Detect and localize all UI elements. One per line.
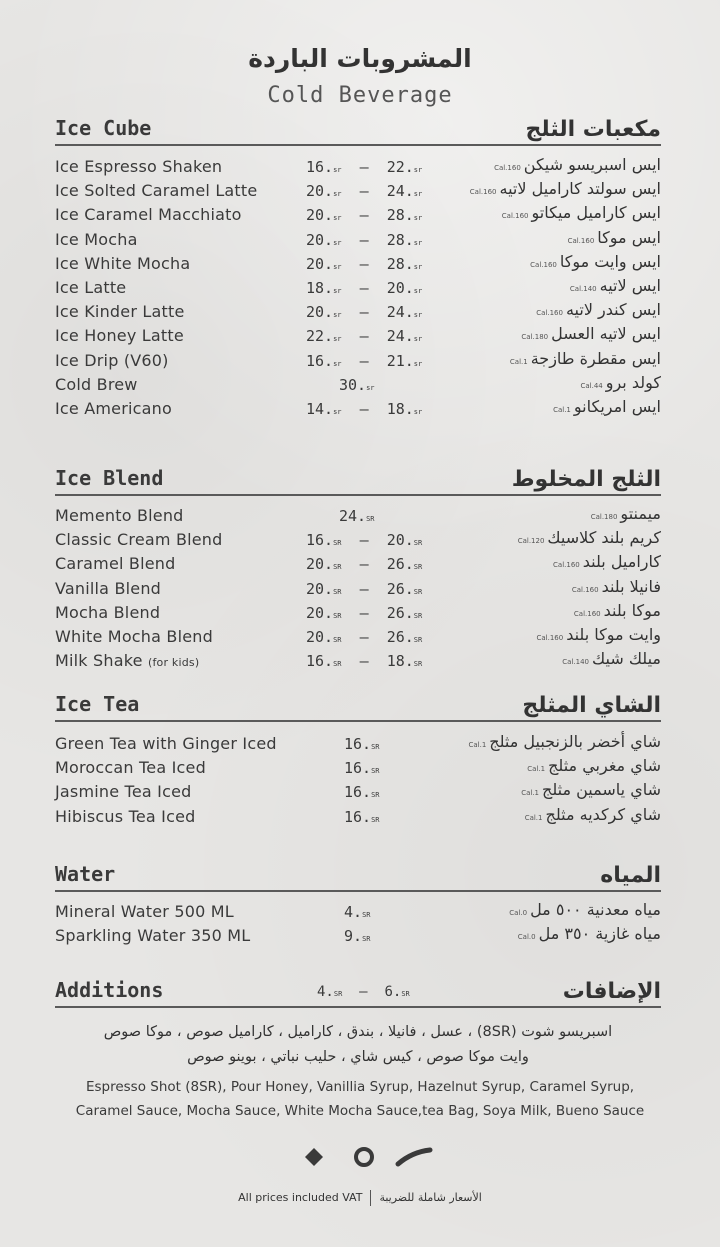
calorie-label: Cal.120: [517, 537, 545, 546]
calorie-label: Cal.0: [509, 909, 528, 917]
item-name-english: White Mocha Blend: [55, 626, 213, 646]
calorie-label: Cal.140: [569, 284, 597, 293]
calorie-label: Cal.160: [530, 260, 557, 269]
section-header-water: [55, 856, 661, 892]
item-name-arabic: كاراميل بلندCal.160: [553, 552, 661, 572]
section-title-english: Ice Blend: [55, 466, 164, 490]
calorie-label: Cal.1: [521, 789, 539, 798]
calorie-label: Cal.160: [536, 633, 564, 642]
item-name-english: Classic Cream Blend: [55, 530, 223, 550]
calorie-label: Cal.160: [501, 212, 529, 221]
item-price: 16.sr – 21.sr: [306, 351, 423, 370]
calorie-label: Cal.1: [509, 357, 528, 366]
item-name-english: Ice Latte: [55, 277, 127, 297]
calorie-label: Cal.180: [521, 333, 549, 342]
menu-item-row: [55, 625, 661, 649]
item-name-arabic: موكا بلندCal.160: [573, 600, 661, 620]
item-price: 16.sr – 22.sr: [306, 158, 423, 176]
divider: [370, 1190, 371, 1206]
calorie-label: Cal.160: [536, 309, 563, 318]
section-header-ice-tea: [55, 686, 661, 722]
calorie-label: Cal.1: [527, 765, 546, 774]
calorie-label: Cal.140: [562, 658, 590, 667]
item-price: 20.sr – 28.sr: [306, 254, 423, 273]
item-name-arabic: ميمنتوCal.180: [590, 504, 661, 523]
item-name-arabic: شاي أخضر بالزنجبيل مثلجCal.1: [468, 732, 661, 751]
calorie-label: Cal.1: [553, 405, 571, 414]
item-name-arabic: ايس اسبريسو شيكنCal.160: [494, 155, 661, 174]
menu-item-row: [55, 732, 661, 756]
item-name-arabic: ايس موكاCal.160: [567, 227, 661, 247]
item-name-arabic: كولد بروCal.44: [580, 372, 661, 392]
additions-list-arabic: [45, 1020, 671, 1070]
calorie-label: Cal.160: [494, 164, 521, 172]
item-name-english: Caramel Blend: [55, 554, 176, 574]
menu-item-row: [55, 397, 661, 421]
vat-notice-english: All prices included VAT: [238, 1191, 363, 1204]
item-name-arabic: ايس وايت موكاCal.160: [530, 251, 661, 271]
brand-logo: [300, 1140, 435, 1174]
page-title-english: Cold Beverage: [267, 83, 453, 108]
page-title-arabic: المشروبات الباردة: [248, 44, 472, 73]
menu-item-row: [55, 203, 661, 227]
section-title-english: Ice Tea: [55, 692, 140, 716]
item-name-arabic: شاي ياسمين مثلجCal.1: [521, 780, 661, 800]
item-name-arabic: ايس مقطرة طازجةCal.1: [509, 348, 661, 368]
item-name-english: Ice Americano: [55, 398, 172, 418]
additions-list-english: [40, 1075, 680, 1123]
additions-price-range: 4.SR – 6.SR: [317, 984, 410, 1000]
item-name-english: Ice Kinder Latte: [55, 302, 185, 322]
item-price: 20.sr – 24.sr: [306, 303, 423, 322]
calorie-label: Cal.1: [468, 741, 487, 749]
item-name-english: Green Tea with Ginger Iced: [55, 734, 277, 753]
menu-item-row: [55, 577, 661, 601]
additions-arabic-line: اسبريسو شوت (8SR) ، عسل ، فانيلا ، بندق ، كاراميل ، كاراميل صوص ، موكا صوص: [103, 1024, 613, 1040]
item-price: 24.SR: [339, 507, 375, 525]
item-price: 16.SR: [344, 735, 380, 753]
menu-item-row: [55, 324, 661, 348]
calorie-label: Cal.160: [571, 585, 599, 594]
item-price: 16.SR: [344, 783, 380, 802]
item-name-english: Hibiscus Tea Iced: [55, 806, 196, 826]
item-price: 20.sr – 28.sr: [306, 230, 423, 249]
menu-item-row: [55, 349, 661, 373]
section-title-english: Water: [55, 862, 116, 886]
item-name-english: Sparkling Water 350 ML: [55, 926, 251, 946]
item-name-english: Ice Caramel Macchiato: [55, 205, 242, 225]
item-name-arabic: مياه معدنية ٥٠٠ ملCal.0: [509, 900, 661, 919]
section-title-arabic: مكعبات الثلج: [525, 117, 661, 142]
item-price: 16.SR: [344, 759, 380, 778]
item-price: 20.SR – 26.SR: [306, 627, 423, 646]
item-name-arabic: ايس سولتد كاراميل لاتيهCal.160: [469, 179, 661, 199]
section-header-ice-blend: [55, 460, 661, 496]
item-price: 20.sr – 24.sr: [306, 182, 423, 201]
item-name-english: Cold Brew: [55, 374, 138, 394]
item-name-english: Mocha Blend: [55, 602, 161, 622]
ring-logo-mark: [356, 1149, 372, 1165]
item-name-english: Milk Shake (for kids): [55, 651, 200, 671]
menu-item-row: [55, 276, 661, 300]
item-price: 16.SR: [344, 807, 380, 826]
item-price: 20.SR – 26.SR: [306, 555, 423, 574]
vat-notice-arabic: الأسعار شاملة للضريبة: [379, 1191, 482, 1204]
calorie-label: Cal.0: [517, 933, 536, 942]
additions-arabic-line: وايت موكا صوص ، كيس شاي ، حليب نباتي ، بوينو صوص: [187, 1049, 529, 1065]
menu-item-row: [55, 300, 661, 324]
menu-item-row: [55, 552, 661, 576]
calorie-label: Cal.160: [567, 236, 595, 245]
item-name-english: Ice White Mocha: [55, 253, 191, 273]
item-name-arabic: ايس كندر لاتيهCal.160: [536, 300, 661, 320]
item-name-arabic: وايت موكا بلندCal.160: [536, 624, 661, 644]
additions-english-line: Caramel Sauce, Mocha Sauce, White Mocha Sauce,tea Bag, Soya Milk, Bueno Sauce: [75, 1103, 645, 1119]
item-name-english: Moroccan Tea Iced: [55, 758, 206, 778]
menu-item-row: [55, 805, 661, 829]
diamond-logo-mark: [305, 1148, 323, 1166]
item-name-english: Vanilla Blend: [55, 578, 162, 598]
menu-item-row: [55, 155, 661, 179]
item-name-english: Ice Drip (V60): [55, 350, 169, 370]
item-name-english: Jasmine Tea Iced: [55, 782, 192, 802]
item-price: 16.SR – 20.SR: [306, 531, 423, 550]
calorie-label: Cal.160: [573, 609, 601, 618]
section-title-arabic: الإضافات: [562, 979, 661, 1004]
item-name-english: Ice Solted Caramel Latte: [55, 181, 258, 201]
section-header-additions: [55, 972, 661, 1008]
section-title-arabic: المياه: [600, 863, 661, 888]
item-note: (for kids): [147, 656, 200, 670]
item-price: 18.sr – 20.sr: [306, 278, 423, 297]
ice-cube-list: [55, 155, 661, 421]
item-name-arabic: ميلك شيكCal.140: [562, 649, 661, 669]
vat-notice: [0, 1190, 720, 1206]
item-name-arabic: ايس كاراميل ميكاتوCal.160: [501, 203, 661, 223]
calorie-label: Cal.160: [469, 188, 497, 197]
section-title-english: Additions: [55, 978, 164, 1002]
calorie-label: Cal.1: [524, 813, 543, 822]
item-name-english: Ice Espresso Shaken: [55, 157, 223, 176]
item-name-english: Memento Blend: [55, 506, 184, 525]
item-name-arabic: شاي كركديه مثلجCal.1: [524, 804, 661, 824]
item-price: 4.SR: [344, 903, 371, 921]
menu-item-row: [55, 780, 661, 804]
calorie-label: Cal.180: [590, 513, 618, 521]
ice-tea-list: [55, 732, 661, 829]
item-name-arabic: ايس امريكانوCal.1: [553, 396, 661, 416]
calorie-label: Cal.44: [580, 381, 603, 390]
additions-english-line: Espresso Shot (8SR), Pour Honey, Vanillia Syrup, Hazelnut Syrup, Caramel Syrup,: [85, 1079, 635, 1095]
menu-item-row: [55, 528, 661, 552]
menu-item-row: [55, 504, 661, 528]
section-title-english: Ice Cube: [55, 116, 152, 140]
menu-item-row: [55, 924, 661, 948]
menu-item-row: [55, 601, 661, 625]
item-name-arabic: كريم بلند كلاسيكCal.120: [517, 528, 661, 548]
calorie-label: Cal.160: [553, 561, 580, 570]
item-name-arabic: ايس لاتيهCal.140: [569, 275, 661, 295]
ice-blend-list: [55, 504, 661, 673]
item-name-english: Ice Mocha: [55, 229, 138, 249]
menu-item-row: [55, 373, 661, 397]
item-name-english: Mineral Water 500 ML: [55, 902, 234, 921]
item-name-arabic: ايس لاتيه العسلCal.180: [521, 324, 661, 344]
item-price: 30.sr: [339, 375, 375, 394]
section-title-arabic: الثلج المخلوط: [511, 467, 661, 492]
item-price: 22.sr – 24.sr: [306, 327, 423, 346]
item-name-arabic: مياه غازية ٣٥٠ ملCal.0: [517, 924, 661, 944]
item-price: 14.sr – 18.sr: [306, 399, 423, 418]
item-price: 20.SR – 26.SR: [306, 579, 423, 598]
water-list: [55, 900, 661, 948]
section-title-arabic: الشاي المثلج: [522, 693, 661, 718]
section-header-ice-cube: [55, 110, 661, 146]
stroke-logo-mark: [398, 1150, 430, 1164]
item-price: 16.SR – 18.SR: [306, 652, 423, 671]
menu-item-row: [55, 252, 661, 276]
menu-item-row: [55, 900, 661, 924]
menu-item-row: [55, 756, 661, 780]
item-name-english: Ice Honey Latte: [55, 326, 184, 346]
menu-item-row: [55, 179, 661, 203]
menu-item-row: [55, 649, 661, 673]
item-price: 9.SR: [344, 927, 371, 946]
menu-item-row: [55, 228, 661, 252]
item-name-arabic: شاي مغربي مثلجCal.1: [527, 756, 661, 776]
item-price: 20.SR – 26.SR: [306, 603, 423, 622]
item-price: 20.sr – 28.sr: [306, 206, 423, 225]
item-name-arabic: فانيلا بلندCal.160: [571, 576, 661, 596]
